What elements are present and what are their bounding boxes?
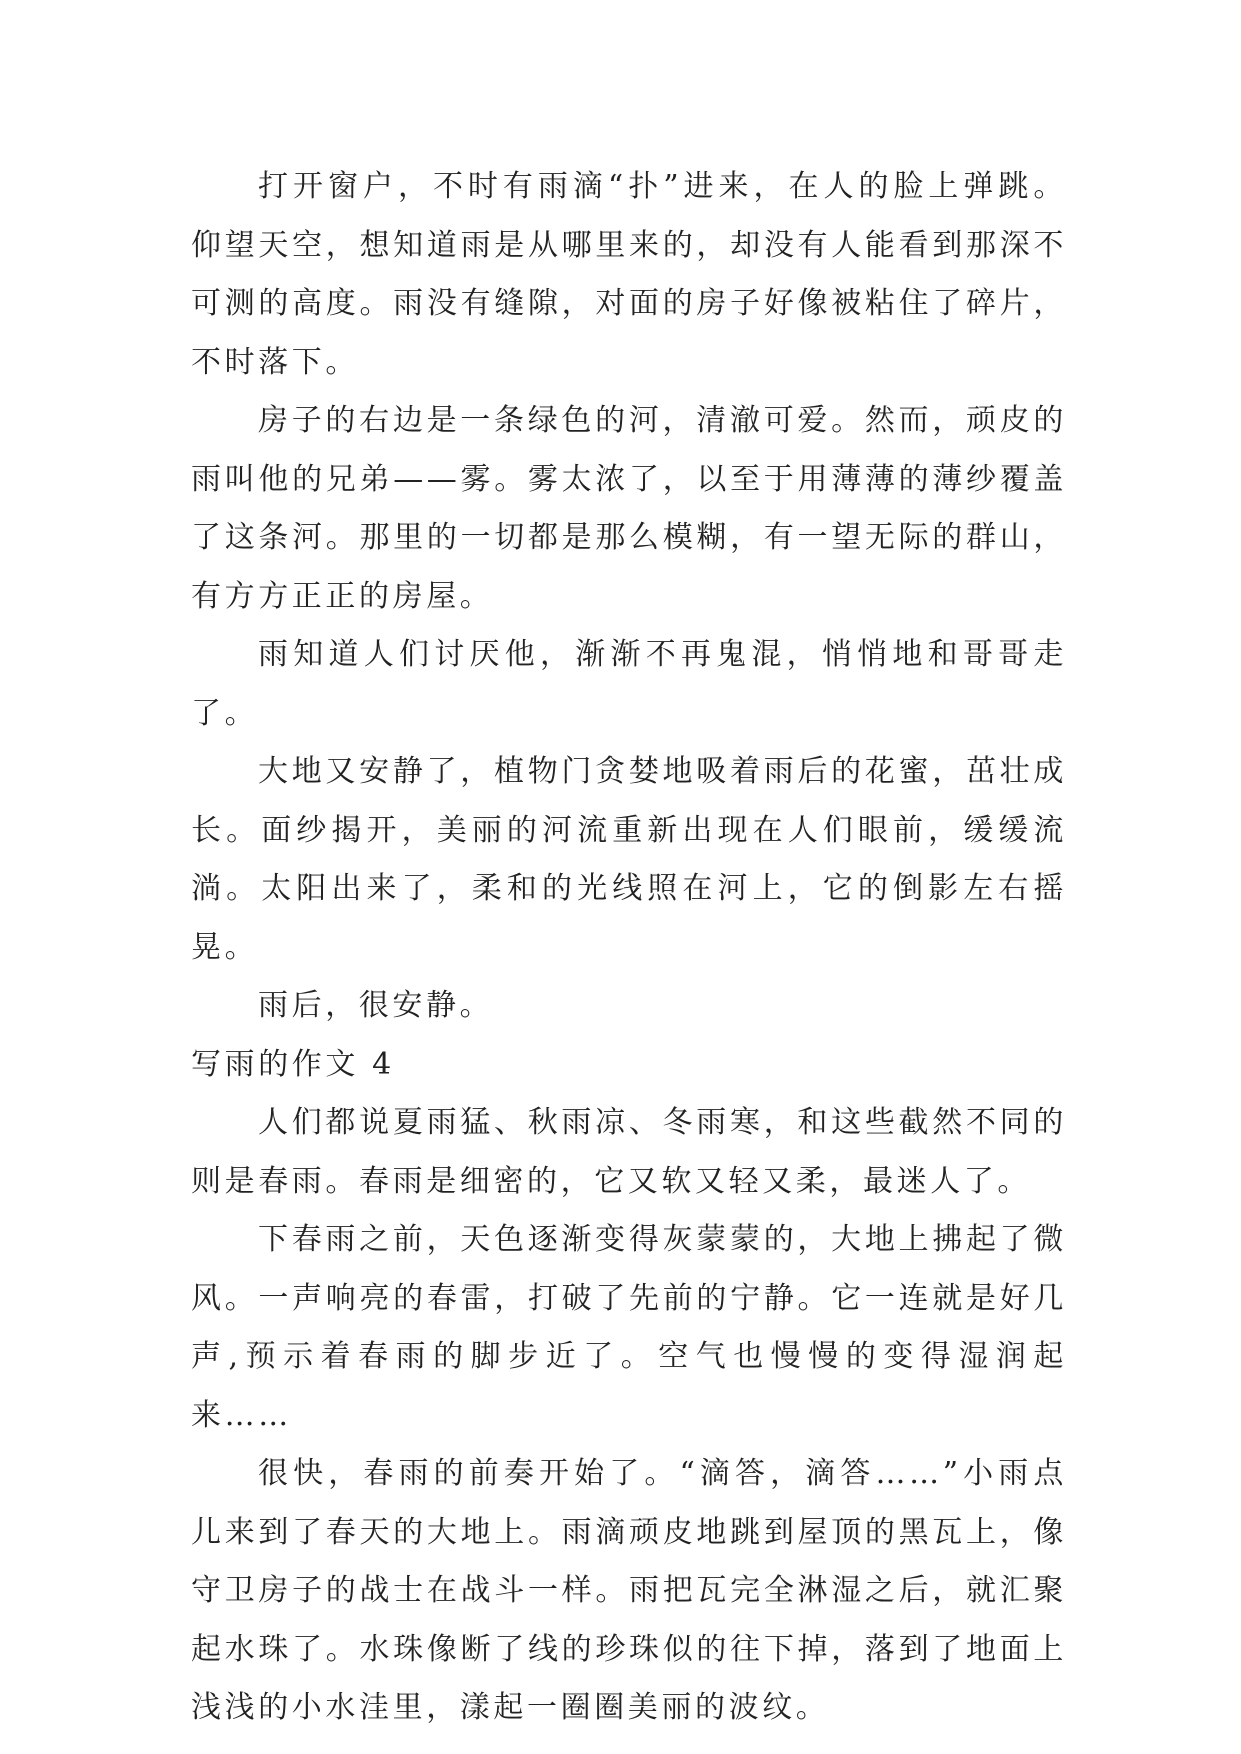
paragraph-spring-rain-intro: 人们都说夏雨猛、秋雨凉、冬雨寒，和这些截然不同的则是春雨。春雨是细密的，它又软又轻又柔，最迷人了。 (191, 1105, 1067, 1199)
paragraph-before-spring-rain: 下春雨之前，天色逐渐变得灰蒙蒙的，大地上拂起了微风。一声响亮的春雷，打破了先前的宁静。它一连就是好几声,预示着春雨的脚步近了。空气也慢慢的变得湿润起来…… (191, 1222, 1067, 1433)
section-heading: 写雨的作文 4 (191, 1046, 395, 1082)
paragraph-after-rain: 雨后，很安静。 (258, 988, 494, 1023)
paragraph-spring-rain-prelude: 很快，春雨的前奏开始了。“滴答，滴答……”小雨点儿来到了春天的大地上。雨滴顽皮地跳到屋顶的黑瓦上，像守卫房子的战士在战斗一样。雨把瓦完全淋湿之后，就汇聚起水珠了。水珠像断了线的珍珠似的往下掉，落到了地面上浅浅的小水洼里，漾起一圈圈美丽的波纹。 (191, 1456, 1067, 1725)
paragraph-earth-quiet: 大地又安静了，植物门贪婪地吸着雨后的花蜜，茁壮成长。面纱揭开，美丽的河流重新出现在人们眼前，缓缓流淌。太阳出来了，柔和的光线照在河上，它的倒影左右摇晃。 (191, 754, 1067, 965)
paragraph-open-window: 打开窗户，不时有雨滴“扑”进来，在人的脸上弹跳。仰望天空，想知道雨是从哪里来的，却没有人能看到那深不可测的高度。雨没有缝隙，对面的房子好像被粘住了碎片，不时落下。 (191, 169, 1067, 380)
paragraph-river-fog: 房子的右边是一条绿色的河，清澈可爱。然而，顽皮的雨叫他的兄弟——雾。雾太浓了，以至于用薄薄的薄纱覆盖了这条河。那里的一切都是那么模糊，有一望无际的群山，有方方正正的房屋。 (191, 403, 1067, 614)
document-page (191, 158, 1067, 1738)
paragraph-rain-leaves: 雨知道人们讨厌他，渐渐不再鬼混，悄悄地和哥哥走了。 (191, 637, 1067, 731)
